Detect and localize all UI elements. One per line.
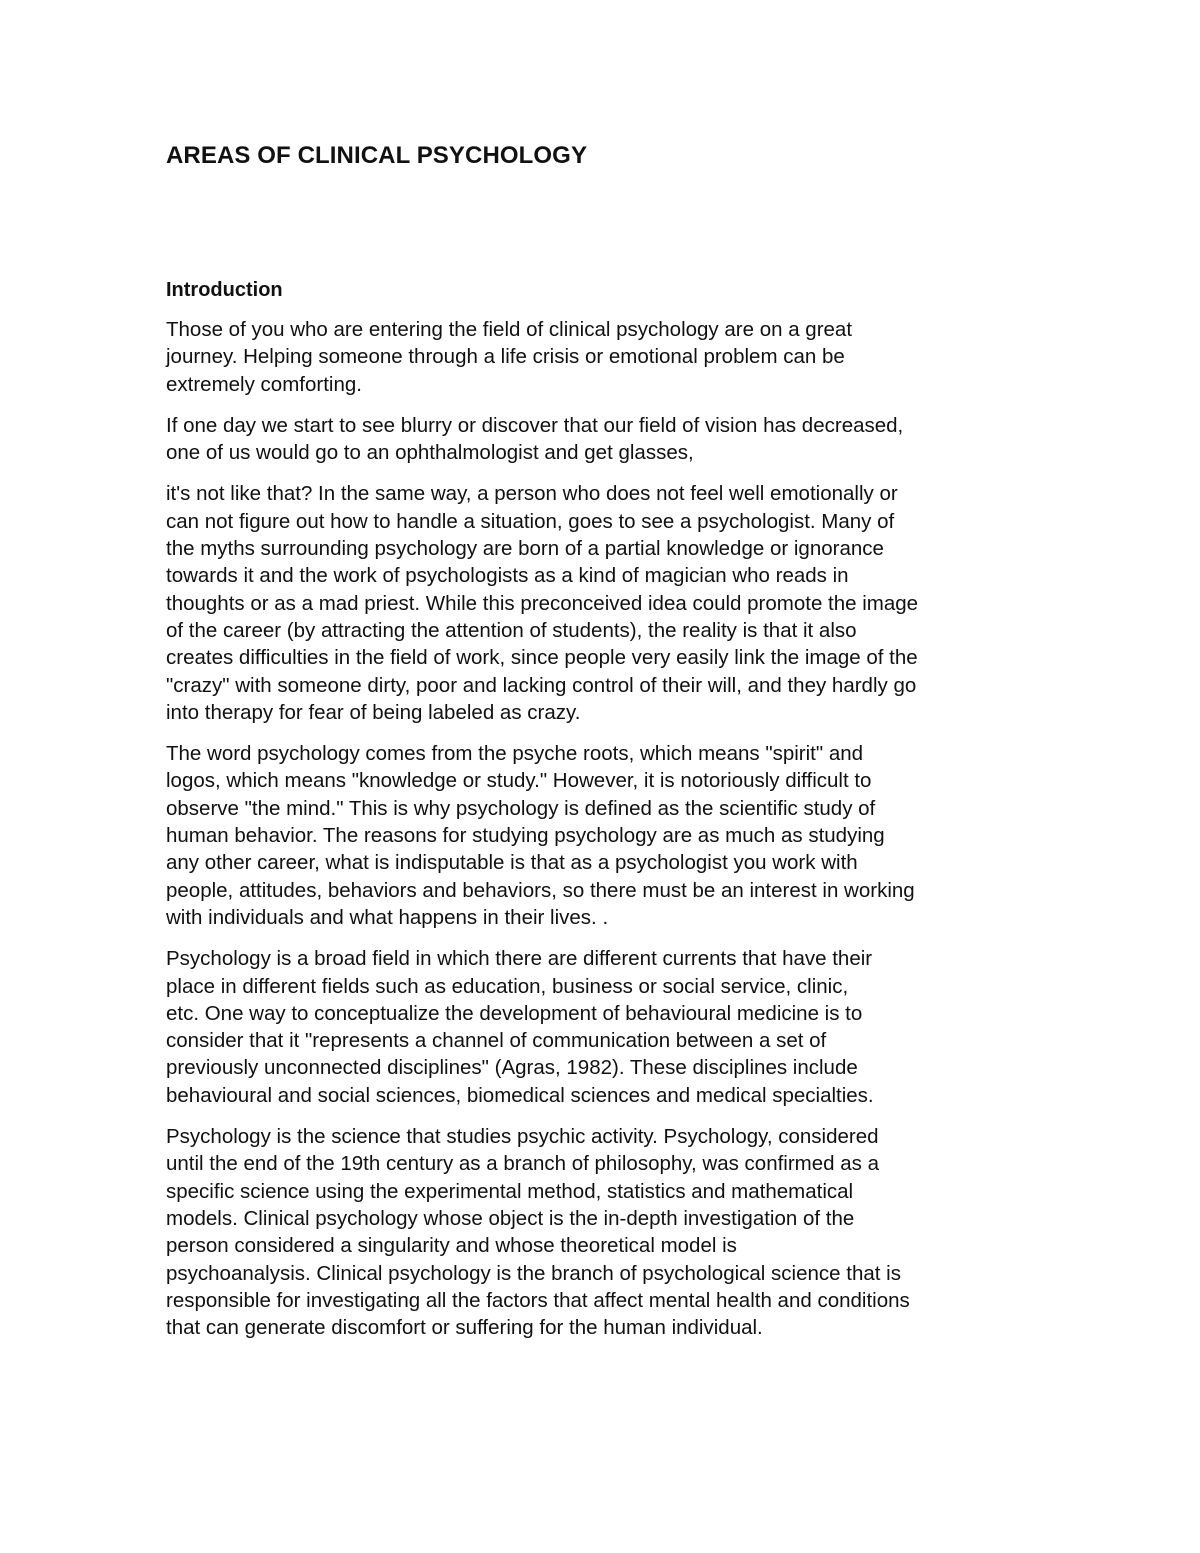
text-line: the myths surrounding psychology are born of a partial knowledge or ignorance [166,537,884,561]
text-line: into therapy for fear of being labeled as crazy. [166,700,581,724]
text-line: journey. Helping someone through a life crisis or emotional problem can be [166,345,845,369]
text-line: Psychology is a broad field in which there are different currents that have their [166,947,873,971]
text-line: responsible for investigating all the factors that affect mental health and conditions [166,1288,910,1312]
text-line: etc. One way to conceptualize the development of behavioural medicine is to [166,1001,863,1025]
text-line: extremely comforting. [166,372,362,396]
document-page [166,140,1036,1355]
text-line: Those of you who are entering the field of clinical psychology are on a great [166,318,853,341]
text-line: until the end of the 19th century as a branch of philosophy, was confirmed as a [166,1152,879,1176]
text-line: human behavior. The reasons for studying psychology are as much as studying [166,824,885,848]
paragraph-1 [166,316,1036,398]
text-line: thoughts or as a mad priest. While this preconceived idea could promote the image [166,591,919,615]
text-line: with individuals and what happens in their lives. . [166,905,609,929]
text-line: place in different fields such as education, business or social service, clinic, [166,974,849,998]
text-line: The word psychology comes from the psyche roots, which means "spirit" and [166,742,864,766]
text-line: psychoanalysis. Clinical psychology is the branch of psychological science that is [166,1261,901,1285]
section-heading-introduction: Introduction [166,279,283,301]
text-line: towards it and the work of psychologists as a kind of magician who reads in [166,564,849,588]
paragraph-2 [166,412,1036,467]
text-line: people, attitudes, behaviors and behaviors, so there must be an interest in working [166,878,915,902]
text-line: previously unconnected disciplines" (Agras, 1982). These disciplines include [166,1056,858,1080]
text-line: that can generate discomfort or suffering for the human individual. [166,1316,763,1340]
text-line: any other career, what is indisputable is that as a psychologist you work with [166,851,858,875]
paragraph-4 [166,740,1036,931]
text-line: If one day we start to see blurry or discover that our field of vision has decreased, [166,413,904,437]
page-title: AREAS OF CLINICAL PSYCHOLOGY [166,142,588,169]
text-line: behavioural and social sciences, biomedical sciences and medical specialties. [166,1083,874,1107]
text-line: of the career (by attracting the attention of students), the reality is that it also [166,618,857,642]
text-line: creates difficulties in the field of work, since people very easily link the image of the [166,646,918,670]
text-line: person considered a singularity and whose theoretical model is [166,1234,737,1258]
text-line: can not figure out how to handle a situation, goes to see a psychologist. Many of [166,509,895,533]
paragraph-5 [166,945,1036,1109]
text-line: it's not like that? In the same way, a person who does not feel well emotionally or [166,482,898,506]
text-line: Psychology is the science that studies psychic activity. Psychology, considered [166,1125,879,1149]
text-line: "crazy" with someone dirty, poor and lacking control of their will, and they hardly go [166,673,917,697]
text-line: logos, which means "knowledge or study." However, it is notoriously difficult to [166,769,872,793]
text-line: one of us would go to an ophthalmologist and get glasses, [166,441,694,465]
text-line: models. Clinical psychology whose object is the in-depth investigation of the [166,1206,855,1230]
paragraph-6 [166,1123,1036,1341]
text-line: observe "the mind." This is why psychology is defined as the scientific study of [166,796,876,820]
text-line: specific science using the experimental method, statistics and mathematical [166,1179,854,1203]
text-line: consider that it "represents a channel of communication between a set of [166,1029,827,1053]
paragraph-3 [166,480,1036,726]
